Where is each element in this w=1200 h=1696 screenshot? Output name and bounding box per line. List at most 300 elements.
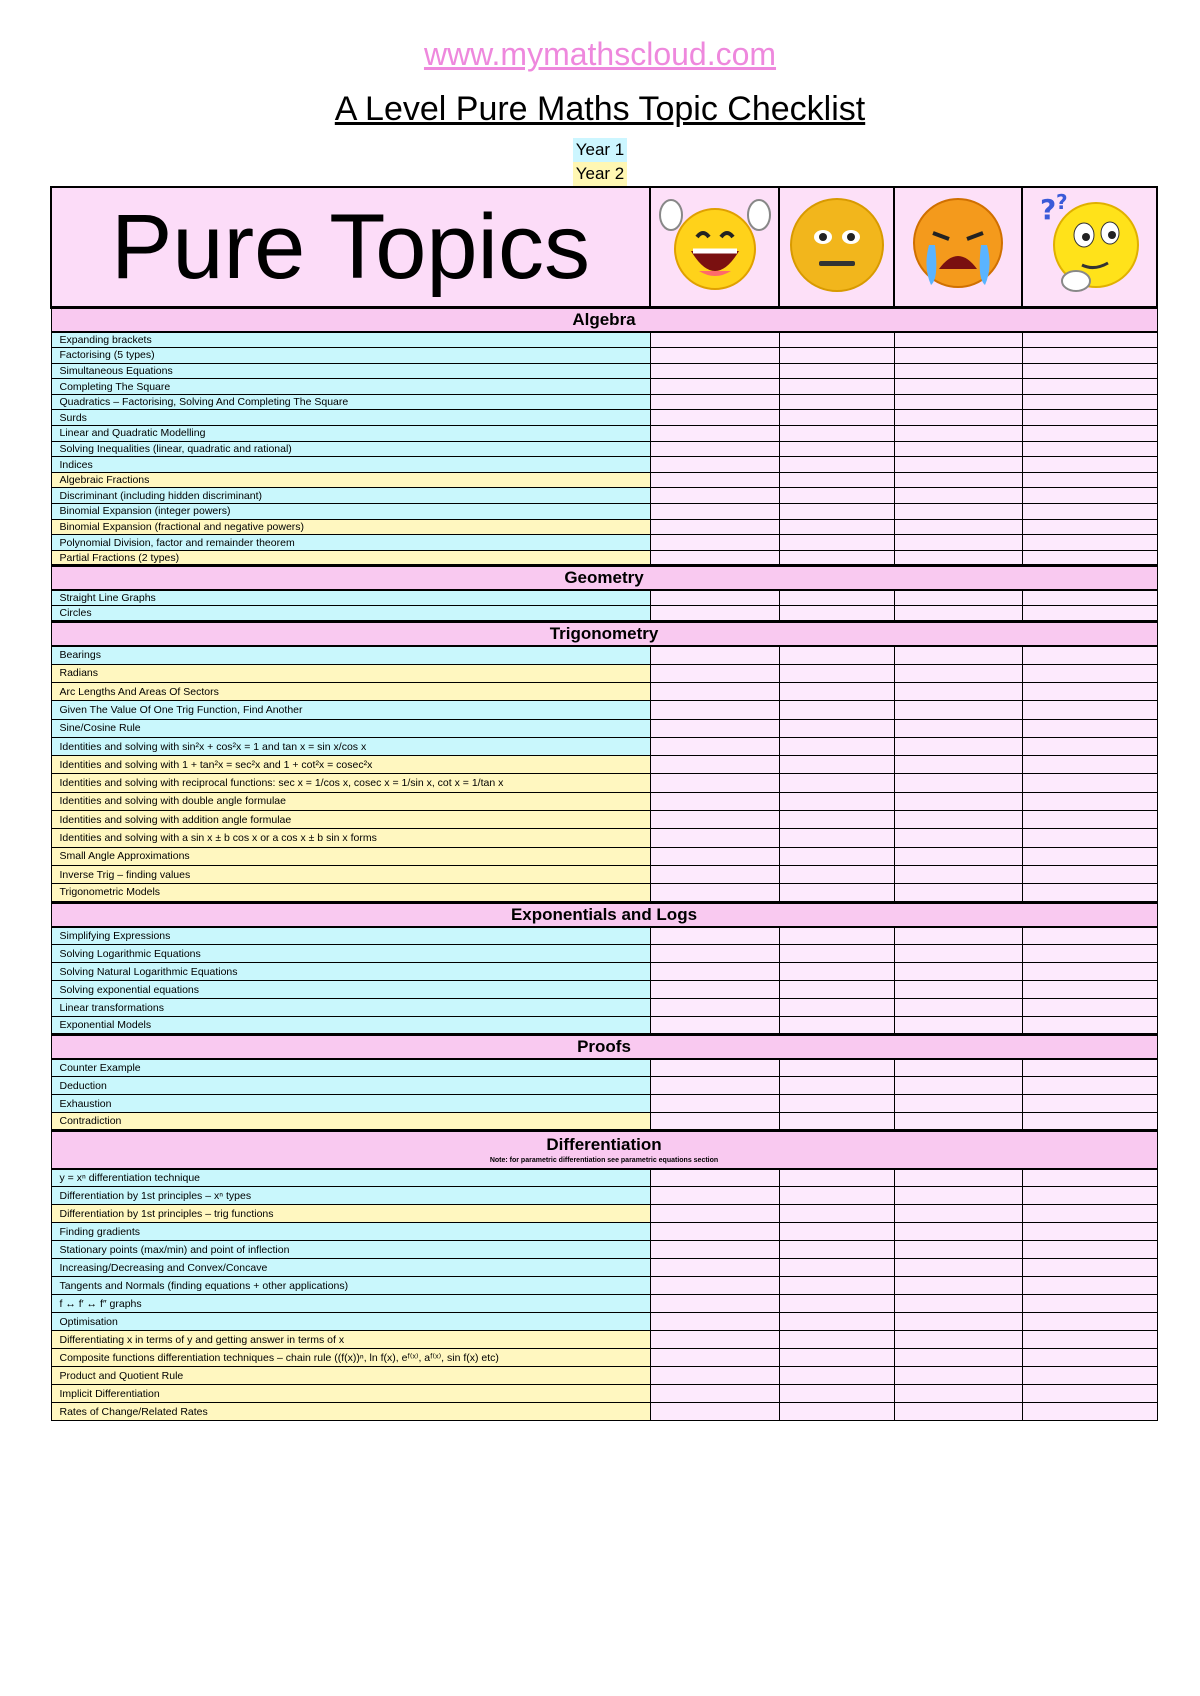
check-cell-confused[interactable] (1022, 410, 1157, 426)
check-cell-confused[interactable] (1022, 519, 1157, 535)
check-cell-struggling[interactable] (894, 606, 1022, 622)
topic-row (51, 1077, 1157, 1095)
topic-row (51, 488, 1157, 504)
check-cell-unsure[interactable] (779, 865, 894, 883)
check-cell-confident[interactable] (650, 811, 779, 829)
check-cell-struggling[interactable] (894, 410, 1022, 426)
check-cell-struggling[interactable] (894, 829, 1022, 847)
check-cell-confused[interactable] (1022, 1077, 1157, 1095)
topic-row (51, 1017, 1157, 1035)
topic-row (51, 1187, 1157, 1205)
check-cell-struggling[interactable] (894, 590, 1022, 606)
check-cell-struggling[interactable] (894, 847, 1022, 865)
check-cell-struggling[interactable] (894, 927, 1022, 945)
check-cell-confident[interactable] (650, 1331, 779, 1349)
check-cell-unsure[interactable] (779, 1059, 894, 1077)
check-cell-unsure[interactable] (779, 829, 894, 847)
topic-label: Identities and solving with a sin x ± b cos x or a cos x ± b sin x forms (51, 829, 650, 847)
topic-label: Identities and solving with 1 + tan²x = sec²x and 1 + cot²x = cosec²x (51, 756, 650, 774)
check-cell-struggling[interactable] (894, 1295, 1022, 1313)
check-cell-confused[interactable] (1022, 457, 1157, 473)
check-cell-confused[interactable] (1022, 606, 1157, 622)
check-cell-confident[interactable] (650, 963, 779, 981)
topic-row (51, 535, 1157, 551)
check-cell-struggling[interactable] (894, 1259, 1022, 1277)
section-row-geometry (51, 566, 1157, 591)
check-cell-confident[interactable] (650, 519, 779, 535)
check-cell-confused[interactable] (1022, 1349, 1157, 1367)
check-cell-struggling[interactable] (894, 792, 1022, 810)
check-cell-unsure[interactable] (779, 1385, 894, 1403)
check-cell-struggling[interactable] (894, 1059, 1022, 1077)
check-cell-confident[interactable] (650, 847, 779, 865)
check-cell-struggling[interactable] (894, 756, 1022, 774)
topic-label: Identities and solving with reciprocal functions: sec x = 1/cos x, cosec x = 1/sin x, cot x = 1/tan x (51, 774, 650, 792)
check-cell-confident[interactable] (650, 426, 779, 442)
pure-topics-heading: Pure Topics (51, 187, 650, 308)
check-cell-confused[interactable] (1022, 1367, 1157, 1385)
check-cell-confident[interactable] (650, 1295, 779, 1313)
section-row-trigonometry (51, 621, 1157, 646)
check-cell-confident[interactable] (650, 737, 779, 755)
topic-label: Tangents and Normals (finding equations + other applications) (51, 1277, 650, 1295)
topic-row (51, 1112, 1157, 1130)
check-cell-confident[interactable] (650, 646, 779, 664)
check-cell-confident[interactable] (650, 664, 779, 682)
check-cell-struggling[interactable] (894, 1349, 1022, 1367)
check-cell-struggling[interactable] (894, 683, 1022, 701)
check-cell-unsure[interactable] (779, 999, 894, 1017)
topic-label: Identities and solving with double angle formulae (51, 792, 650, 810)
check-cell-struggling[interactable] (894, 332, 1022, 348)
topic-label: Polynomial Division, factor and remainder theorem (51, 535, 650, 551)
check-cell-confident[interactable] (650, 457, 779, 473)
topic-label: Circles (51, 606, 650, 622)
section-header (51, 566, 1157, 591)
check-cell-struggling[interactable] (894, 963, 1022, 981)
check-cell-confused[interactable] (1022, 646, 1157, 664)
check-cell-confused[interactable] (1022, 1017, 1157, 1035)
check-cell-struggling[interactable] (894, 1385, 1022, 1403)
check-cell-confused[interactable] (1022, 683, 1157, 701)
topic-row (51, 981, 1157, 999)
check-cell-unsure[interactable] (779, 664, 894, 682)
check-cell-confused[interactable] (1022, 504, 1157, 520)
topic-label: Inverse Trig – finding values (51, 865, 650, 883)
check-cell-unsure[interactable] (779, 1277, 894, 1295)
check-cell-struggling[interactable] (894, 1313, 1022, 1331)
check-cell-confused[interactable] (1022, 426, 1157, 442)
check-cell-confident[interactable] (650, 1259, 779, 1277)
check-cell-confident[interactable] (650, 550, 779, 566)
check-cell-unsure[interactable] (779, 1349, 894, 1367)
topic-label: Differentiating x in terms of y and getting answer in terms of x (51, 1331, 650, 1349)
section-row-algebra (51, 308, 1157, 333)
check-cell-struggling[interactable] (894, 363, 1022, 379)
section-header (51, 902, 1157, 927)
check-cell-unsure[interactable] (779, 379, 894, 395)
check-cell-confused[interactable] (1022, 1385, 1157, 1403)
check-cell-confident[interactable] (650, 945, 779, 963)
topic-label: Small Angle Approximations (51, 847, 650, 865)
check-cell-struggling[interactable] (894, 1331, 1022, 1349)
check-cell-confused[interactable] (1022, 488, 1157, 504)
check-cell-struggling[interactable] (894, 1095, 1022, 1113)
topic-row (51, 1331, 1157, 1349)
check-cell-confused[interactable] (1022, 1059, 1157, 1077)
check-cell-struggling[interactable] (894, 519, 1022, 535)
check-cell-confused[interactable] (1022, 535, 1157, 551)
check-cell-confused[interactable] (1022, 829, 1157, 847)
check-cell-confident[interactable] (650, 701, 779, 719)
check-cell-confident[interactable] (650, 379, 779, 395)
check-cell-struggling[interactable] (894, 472, 1022, 488)
check-cell-confident[interactable] (650, 829, 779, 847)
check-cell-unsure[interactable] (779, 441, 894, 457)
topic-row (51, 847, 1157, 865)
check-cell-confident[interactable] (650, 606, 779, 622)
check-cell-struggling[interactable] (894, 884, 1022, 902)
topic-row (51, 1205, 1157, 1223)
topic-label: Contradiction (51, 1112, 650, 1130)
check-cell-confused[interactable] (1022, 1169, 1157, 1187)
check-cell-confused[interactable] (1022, 884, 1157, 902)
topic-row (51, 701, 1157, 719)
check-cell-confused[interactable] (1022, 394, 1157, 410)
check-cell-confused[interactable] (1022, 1259, 1157, 1277)
check-cell-unsure[interactable] (779, 363, 894, 379)
check-cell-confused[interactable] (1022, 472, 1157, 488)
topic-row (51, 865, 1157, 883)
check-cell-unsure[interactable] (779, 963, 894, 981)
section-title: Geometry (564, 568, 644, 588)
topic-row (51, 426, 1157, 442)
check-cell-confused[interactable] (1022, 1223, 1157, 1241)
check-cell-confident[interactable] (650, 1077, 779, 1095)
check-cell-confident[interactable] (650, 865, 779, 883)
check-cell-confident[interactable] (650, 1187, 779, 1205)
topic-row (51, 410, 1157, 426)
check-cell-struggling[interactable] (894, 426, 1022, 442)
check-cell-confident[interactable] (650, 756, 779, 774)
check-cell-unsure[interactable] (779, 348, 894, 364)
check-cell-unsure[interactable] (779, 488, 894, 504)
check-cell-struggling[interactable] (894, 379, 1022, 395)
section-row-proofs (51, 1035, 1157, 1060)
check-cell-confused[interactable] (1022, 1095, 1157, 1113)
check-cell-unsure[interactable] (779, 472, 894, 488)
check-cell-unsure[interactable] (779, 1367, 894, 1385)
check-cell-struggling[interactable] (894, 1112, 1022, 1130)
check-cell-unsure[interactable] (779, 737, 894, 755)
check-cell-struggling[interactable] (894, 646, 1022, 664)
check-cell-confident[interactable] (650, 774, 779, 792)
check-cell-confused[interactable] (1022, 719, 1157, 737)
check-cell-confident[interactable] (650, 472, 779, 488)
check-cell-unsure[interactable] (779, 394, 894, 410)
check-cell-confused[interactable] (1022, 792, 1157, 810)
check-cell-confident[interactable] (650, 535, 779, 551)
check-cell-unsure[interactable] (779, 683, 894, 701)
check-cell-unsure[interactable] (779, 1187, 894, 1205)
check-cell-struggling[interactable] (894, 1241, 1022, 1259)
check-cell-confused[interactable] (1022, 774, 1157, 792)
check-cell-struggling[interactable] (894, 441, 1022, 457)
check-cell-unsure[interactable] (779, 426, 894, 442)
check-cell-confident[interactable] (650, 999, 779, 1017)
check-cell-struggling[interactable] (894, 1403, 1022, 1421)
check-cell-confused[interactable] (1022, 664, 1157, 682)
topic-row (51, 683, 1157, 701)
check-cell-confused[interactable] (1022, 1331, 1157, 1349)
check-cell-confident[interactable] (650, 1313, 779, 1331)
check-cell-unsure[interactable] (779, 847, 894, 865)
check-cell-struggling[interactable] (894, 719, 1022, 737)
topic-label: Solving Logarithmic Equations (51, 945, 650, 963)
check-cell-unsure[interactable] (779, 1331, 894, 1349)
check-cell-struggling[interactable] (894, 981, 1022, 999)
check-cell-struggling[interactable] (894, 945, 1022, 963)
topic-label: Increasing/Decreasing and Convex/Concave (51, 1259, 650, 1277)
check-cell-struggling[interactable] (894, 999, 1022, 1017)
check-cell-unsure[interactable] (779, 457, 894, 473)
check-cell-unsure[interactable] (779, 535, 894, 551)
check-cell-struggling[interactable] (894, 1187, 1022, 1205)
check-cell-unsure[interactable] (779, 332, 894, 348)
check-cell-confident[interactable] (650, 590, 779, 606)
topic-label: Product and Quotient Rule (51, 1367, 650, 1385)
check-cell-confident[interactable] (650, 1059, 779, 1077)
check-cell-confused[interactable] (1022, 963, 1157, 981)
check-cell-confident[interactable] (650, 441, 779, 457)
check-cell-confident[interactable] (650, 1241, 779, 1259)
check-cell-confused[interactable] (1022, 1295, 1157, 1313)
check-cell-unsure[interactable] (779, 792, 894, 810)
topic-label: Straight Line Graphs (51, 590, 650, 606)
check-cell-confident[interactable] (650, 1095, 779, 1113)
topic-label: Counter Example (51, 1059, 650, 1077)
check-cell-struggling[interactable] (894, 488, 1022, 504)
check-cell-confused[interactable] (1022, 379, 1157, 395)
topic-label: Expanding brackets (51, 332, 650, 348)
topic-label: Bearings (51, 646, 650, 664)
check-cell-confused[interactable] (1022, 1403, 1157, 1421)
check-cell-confused[interactable] (1022, 701, 1157, 719)
check-cell-confident[interactable] (650, 792, 779, 810)
check-cell-confused[interactable] (1022, 441, 1157, 457)
topic-row (51, 1313, 1157, 1331)
topic-row (51, 441, 1157, 457)
topic-label: Deduction (51, 1077, 650, 1095)
check-cell-confident[interactable] (650, 1367, 779, 1385)
topic-row (51, 646, 1157, 664)
check-cell-unsure[interactable] (779, 719, 894, 737)
check-cell-confused[interactable] (1022, 865, 1157, 883)
check-cell-unsure[interactable] (779, 811, 894, 829)
check-cell-confident[interactable] (650, 332, 779, 348)
topic-label: Simultaneous Equations (51, 363, 650, 379)
check-cell-unsure[interactable] (779, 1077, 894, 1095)
check-cell-struggling[interactable] (894, 737, 1022, 755)
check-cell-confused[interactable] (1022, 981, 1157, 999)
check-cell-confident[interactable] (650, 348, 779, 364)
check-cell-unsure[interactable] (779, 1295, 894, 1313)
check-cell-unsure[interactable] (779, 1169, 894, 1187)
topic-row (51, 472, 1157, 488)
check-cell-unsure[interactable] (779, 646, 894, 664)
topic-label: Surds (51, 410, 650, 426)
check-cell-confused[interactable] (1022, 332, 1157, 348)
check-cell-unsure[interactable] (779, 550, 894, 566)
check-cell-confident[interactable] (650, 1223, 779, 1241)
section-header (51, 621, 1157, 646)
check-cell-unsure[interactable] (779, 1259, 894, 1277)
check-cell-struggling[interactable] (894, 1223, 1022, 1241)
topic-label: Rates of Change/Related Rates (51, 1403, 650, 1421)
check-cell-struggling[interactable] (894, 701, 1022, 719)
topic-label: Linear and Quadratic Modelling (51, 426, 650, 442)
check-cell-confident[interactable] (650, 394, 779, 410)
check-cell-unsure[interactable] (779, 981, 894, 999)
check-cell-confident[interactable] (650, 683, 779, 701)
year-2-key: Year 2 (573, 162, 628, 186)
topic-label: Sine/Cosine Rule (51, 719, 650, 737)
check-cell-struggling[interactable] (894, 1205, 1022, 1223)
check-cell-confident[interactable] (650, 1385, 779, 1403)
check-cell-confused[interactable] (1022, 847, 1157, 865)
check-cell-confused[interactable] (1022, 1277, 1157, 1295)
check-cell-confident[interactable] (650, 504, 779, 520)
check-cell-unsure[interactable] (779, 756, 894, 774)
check-cell-confident[interactable] (650, 884, 779, 902)
check-cell-confused[interactable] (1022, 1205, 1157, 1223)
check-cell-struggling[interactable] (894, 1077, 1022, 1095)
check-cell-unsure[interactable] (779, 884, 894, 902)
check-cell-unsure[interactable] (779, 519, 894, 535)
check-cell-struggling[interactable] (894, 664, 1022, 682)
check-cell-unsure[interactable] (779, 1112, 894, 1130)
check-cell-unsure[interactable] (779, 410, 894, 426)
check-cell-struggling[interactable] (894, 394, 1022, 410)
topic-row (51, 1403, 1157, 1421)
check-cell-confused[interactable] (1022, 999, 1157, 1017)
check-cell-struggling[interactable] (894, 535, 1022, 551)
check-cell-confused[interactable] (1022, 1187, 1157, 1205)
check-cell-unsure[interactable] (779, 774, 894, 792)
topic-label: Partial Fractions (2 types) (51, 550, 650, 566)
confused-face-icon (1030, 189, 1150, 306)
topic-label: Algebraic Fractions (51, 472, 650, 488)
check-cell-unsure[interactable] (779, 945, 894, 963)
check-cell-confident[interactable] (650, 410, 779, 426)
check-cell-unsure[interactable] (779, 1017, 894, 1035)
topic-row (51, 737, 1157, 755)
check-cell-confused[interactable] (1022, 1313, 1157, 1331)
check-cell-struggling[interactable] (894, 348, 1022, 364)
check-cell-confused[interactable] (1022, 1241, 1157, 1259)
check-cell-confused[interactable] (1022, 1112, 1157, 1130)
year-1-key: Year 1 (573, 138, 628, 162)
check-cell-struggling[interactable] (894, 457, 1022, 473)
check-cell-struggling[interactable] (894, 1277, 1022, 1295)
topic-row (51, 811, 1157, 829)
topic-row (51, 963, 1157, 981)
topic-label: Given The Value Of One Trig Function, Find Another (51, 701, 650, 719)
topic-row (51, 1059, 1157, 1077)
topic-label: Completing The Square (51, 379, 650, 395)
check-cell-unsure[interactable] (779, 701, 894, 719)
check-cell-unsure[interactable] (779, 1095, 894, 1113)
check-cell-confident[interactable] (650, 927, 779, 945)
check-cell-confident[interactable] (650, 1205, 779, 1223)
check-cell-struggling[interactable] (894, 774, 1022, 792)
check-cell-unsure[interactable] (779, 590, 894, 606)
check-cell-unsure[interactable] (779, 1241, 894, 1259)
check-cell-unsure[interactable] (779, 1223, 894, 1241)
check-cell-struggling[interactable] (894, 865, 1022, 883)
laughing-face-icon (655, 191, 775, 304)
topic-label: Quadratics – Factorising, Solving And Completing The Square (51, 394, 650, 410)
topic-label: Simplifying Expressions (51, 927, 650, 945)
topic-row (51, 348, 1157, 364)
check-cell-confused[interactable] (1022, 945, 1157, 963)
check-cell-unsure[interactable] (779, 1313, 894, 1331)
check-cell-unsure[interactable] (779, 927, 894, 945)
check-cell-confident[interactable] (650, 1349, 779, 1367)
check-cell-struggling[interactable] (894, 811, 1022, 829)
topic-row (51, 664, 1157, 682)
topic-row (51, 1295, 1157, 1313)
check-cell-confident[interactable] (650, 1403, 779, 1421)
check-cell-confident[interactable] (650, 1017, 779, 1035)
check-cell-unsure[interactable] (779, 606, 894, 622)
check-cell-struggling[interactable] (894, 1017, 1022, 1035)
section-title: Trigonometry (549, 623, 659, 643)
check-cell-confident[interactable] (650, 1277, 779, 1295)
check-cell-unsure[interactable] (779, 1403, 894, 1421)
check-cell-confused[interactable] (1022, 756, 1157, 774)
section-note: Note: for parametric differentiation see parametric equations section (489, 1157, 719, 1165)
check-cell-confused[interactable] (1022, 550, 1157, 566)
check-cell-confused[interactable] (1022, 737, 1157, 755)
topic-label: Linear transformations (51, 999, 650, 1017)
check-cell-struggling[interactable] (894, 550, 1022, 566)
check-cell-confident[interactable] (650, 488, 779, 504)
check-cell-confident[interactable] (650, 1169, 779, 1187)
check-cell-struggling[interactable] (894, 1169, 1022, 1187)
topic-row (51, 1223, 1157, 1241)
check-cell-struggling[interactable] (894, 504, 1022, 520)
check-cell-unsure[interactable] (779, 504, 894, 520)
check-cell-confused[interactable] (1022, 811, 1157, 829)
website-link[interactable]: www.mymathscloud.com (423, 36, 777, 72)
topic-label: Implicit Differentiation (51, 1385, 650, 1403)
check-cell-confused[interactable] (1022, 363, 1157, 379)
check-cell-confident[interactable] (650, 719, 779, 737)
topic-label: Binomial Expansion (fractional and negative powers) (51, 519, 650, 535)
check-cell-struggling[interactable] (894, 1367, 1022, 1385)
check-cell-unsure[interactable] (779, 1205, 894, 1223)
check-cell-confident[interactable] (650, 981, 779, 999)
check-cell-confused[interactable] (1022, 348, 1157, 364)
check-cell-confident[interactable] (650, 363, 779, 379)
check-cell-confident[interactable] (650, 1112, 779, 1130)
section-title: Exponentials and Logs (510, 904, 698, 924)
topic-row (51, 792, 1157, 810)
check-cell-confused[interactable] (1022, 590, 1157, 606)
check-cell-confused[interactable] (1022, 927, 1157, 945)
topic-label: Discriminant (including hidden discriminant) (51, 488, 650, 504)
